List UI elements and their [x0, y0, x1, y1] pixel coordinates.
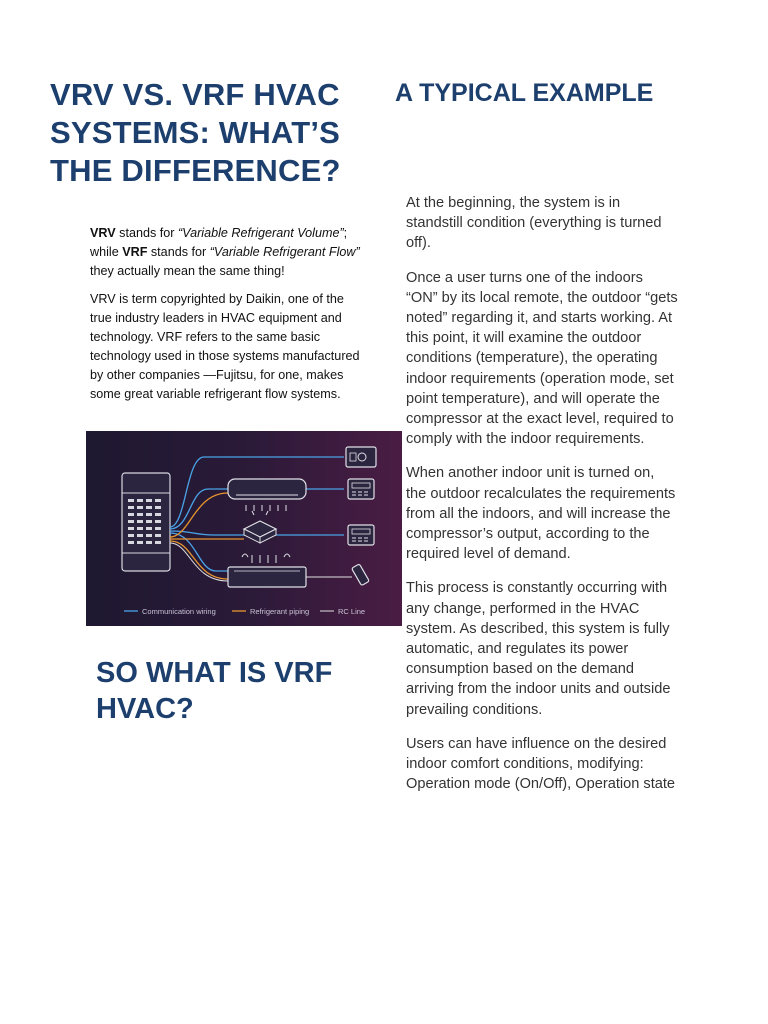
intro-text [90, 224, 360, 413]
paragraph: When another indoor unit is turned on, the outdoor recalculates the requirements from all the indoors, and will increase the compressor’s output, according to the required level of demand. [406, 465, 676, 563]
paragraph: This process is constantly occurring with any change, performed in the HVAC system. As described, this system is fully automatic, and regulates its power consumption based on the demand arriving from the indoor units and outside prevailing conditions. [406, 580, 671, 718]
central-controller-icon [346, 447, 376, 467]
paragraph: Users can have influence on the desired indoor comfort conditions, modifying: Operation mode (On/Off), Operation state [406, 735, 676, 793]
diagram-legend [124, 607, 365, 616]
wired-remote-icon [348, 479, 374, 499]
text-fragment: variable refrigerant flow systems. [157, 387, 344, 401]
vrf-term: VRF [122, 245, 148, 259]
wireless-remote-icon [352, 564, 370, 586]
vrv-expansion: “Variable Refrigerant Volume” [177, 226, 344, 240]
vrf-system-diagram [86, 431, 402, 626]
vrv-term: VRV [90, 226, 116, 240]
ceiling-cassette-icon [244, 511, 276, 543]
vrf-expansion: “Variable Refrigerant Flow” [209, 245, 360, 259]
wired-remote-icon [348, 525, 374, 545]
main-title: VRV VS. VRF HVAC SYSTEMS: WHAT’S THE DIFFERENCE? [50, 77, 341, 188]
legend-label-refrigerant: Refrigerant piping [250, 607, 310, 616]
communication-wiring-lines [170, 457, 344, 571]
diagram-graphic [86, 431, 402, 626]
text-fragment: ; while [90, 226, 348, 259]
wall-mounted-unit-icon [228, 479, 306, 511]
text-fragment: they actually mean the same thing! [90, 264, 285, 278]
paragraph: At the beginning, the system is in standstill condition (everything is turned off). [406, 195, 662, 252]
paragraph: Once a user turns one of the indoors “ON” by its local remote, the outdoor “gets noted” regarding it, and starts working. At this point, it will examine the outdoor conditions (temperature), the operating indoor requirements (operation mode, set point temperature), and will operate the compressor at the exact level, required to comply with the indoor requirements. [406, 269, 678, 448]
section-title-vrf: SO WHAT IS VRF HVAC? [96, 657, 333, 725]
text-fragment: stands for [147, 245, 210, 259]
vrv-definition-paragraph [90, 224, 360, 281]
legend-label-communication: Communication wiring [142, 607, 216, 616]
typical-example-text [406, 193, 678, 808]
text-fragment: stands for [115, 226, 178, 240]
text-fragment: VRV is term copyrighted by Daikin, one of the true industry leaders in HVAC equipment and technology. VRF refers to the same basic technology used in those systems manufactured by other companies —Fujitsu, for one, makes some great [90, 292, 360, 401]
outdoor-unit-icon [122, 473, 170, 571]
legend-label-rc-line: RC Line [338, 607, 366, 616]
vrv-daikin-paragraph [90, 290, 360, 404]
typical-example-title: A TYPICAL EXAMPLE [395, 79, 654, 107]
ducted-unit-icon [228, 554, 306, 587]
